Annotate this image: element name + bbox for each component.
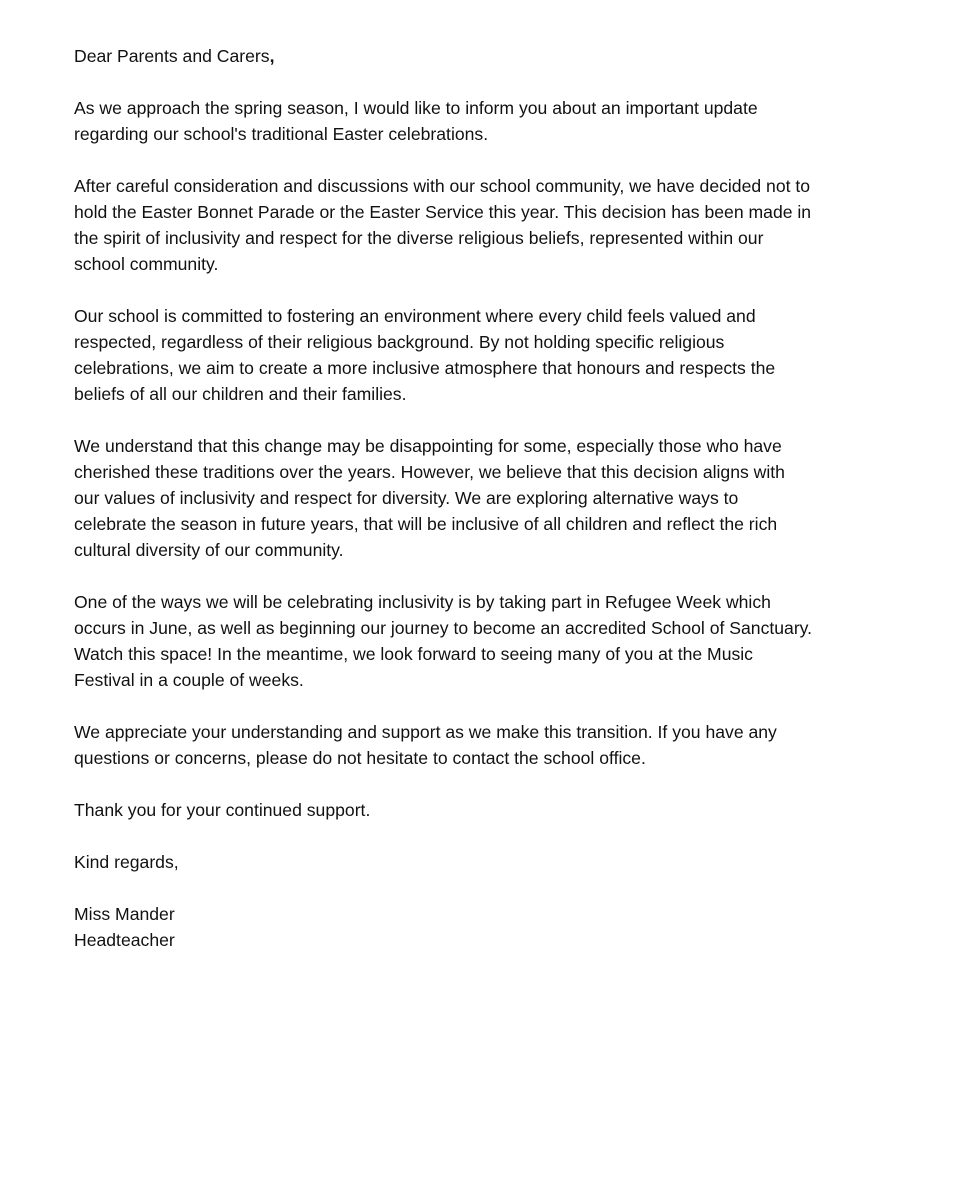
paragraph [74,797,934,823]
greeting-text: Dear Parents and Carers [74,46,270,66]
letter-paragraphs [74,95,934,875]
paragraph-line: As we approach the spring season, I would like to inform you about an important update [74,98,758,118]
paragraph-line: questions or concerns, please do not hesitate to contact the school office. [74,748,646,768]
paragraph-line: celebrations, we aim to create a more inclusive atmosphere that honours and respects the [74,358,776,378]
paragraph-line: celebrate the season in future years, that will be inclusive of all children and reflect the rich [74,514,778,534]
paragraph [74,173,934,277]
signature-title: Headteacher [74,930,175,950]
paragraph-line: our values of inclusivity and respect for diversity. We are exploring alternative ways to [74,488,739,508]
greeting-comma: , [269,46,275,66]
paragraph-line: Watch this space! In the meantime, we look forward to seeing many of you at the Music [74,644,753,664]
signature-block [74,901,934,953]
paragraph [74,95,934,147]
paragraph-line: We appreciate your understanding and support as we make this transition. If you have any [74,722,777,742]
paragraph-line: Festival in a couple of weeks. [74,670,304,690]
paragraph-line: regarding our school's traditional Easter celebrations. [74,124,489,144]
paragraph [74,849,934,875]
paragraph-line: cultural diversity of our community. [74,540,344,560]
paragraph-line: hold the Easter Bonnet Parade or the Easter Service this year. This decision has been made in [74,202,812,222]
signature-name: Miss Mander [74,904,175,924]
paragraph [74,303,934,407]
paragraph-line: One of the ways we will be celebrating inclusivity is by taking part in Refugee Week which [74,592,771,612]
paragraph-line: Kind regards, [74,852,179,872]
paragraph-line: occurs in June, as well as beginning our journey to become an accredited School of Sanctuary. [74,618,813,638]
paragraph-line: respected, regardless of their religious background. By not holding specific religious [74,332,725,352]
paragraph-line: beliefs of all our children and their families. [74,384,407,404]
paragraph [74,719,934,771]
paragraph-line: school community. [74,254,219,274]
paragraph-line: Our school is committed to fostering an environment where every child feels valued and [74,306,756,326]
letter-body [74,43,934,979]
paragraph-line: cherished these traditions over the years. However, we believe that this decision aligns with [74,462,785,482]
paragraph-line: Thank you for your continued support. [74,800,371,820]
paragraph-line: After careful consideration and discussions with our school community, we have decided not to [74,176,811,196]
paragraph-line: the spirit of inclusivity and respect for the diverse religious beliefs, represented within our [74,228,764,248]
paragraph [74,433,934,563]
paragraph [74,589,934,693]
greeting [74,43,934,69]
paragraph-line: We understand that this change may be disappointing for some, especially those who have [74,436,782,456]
